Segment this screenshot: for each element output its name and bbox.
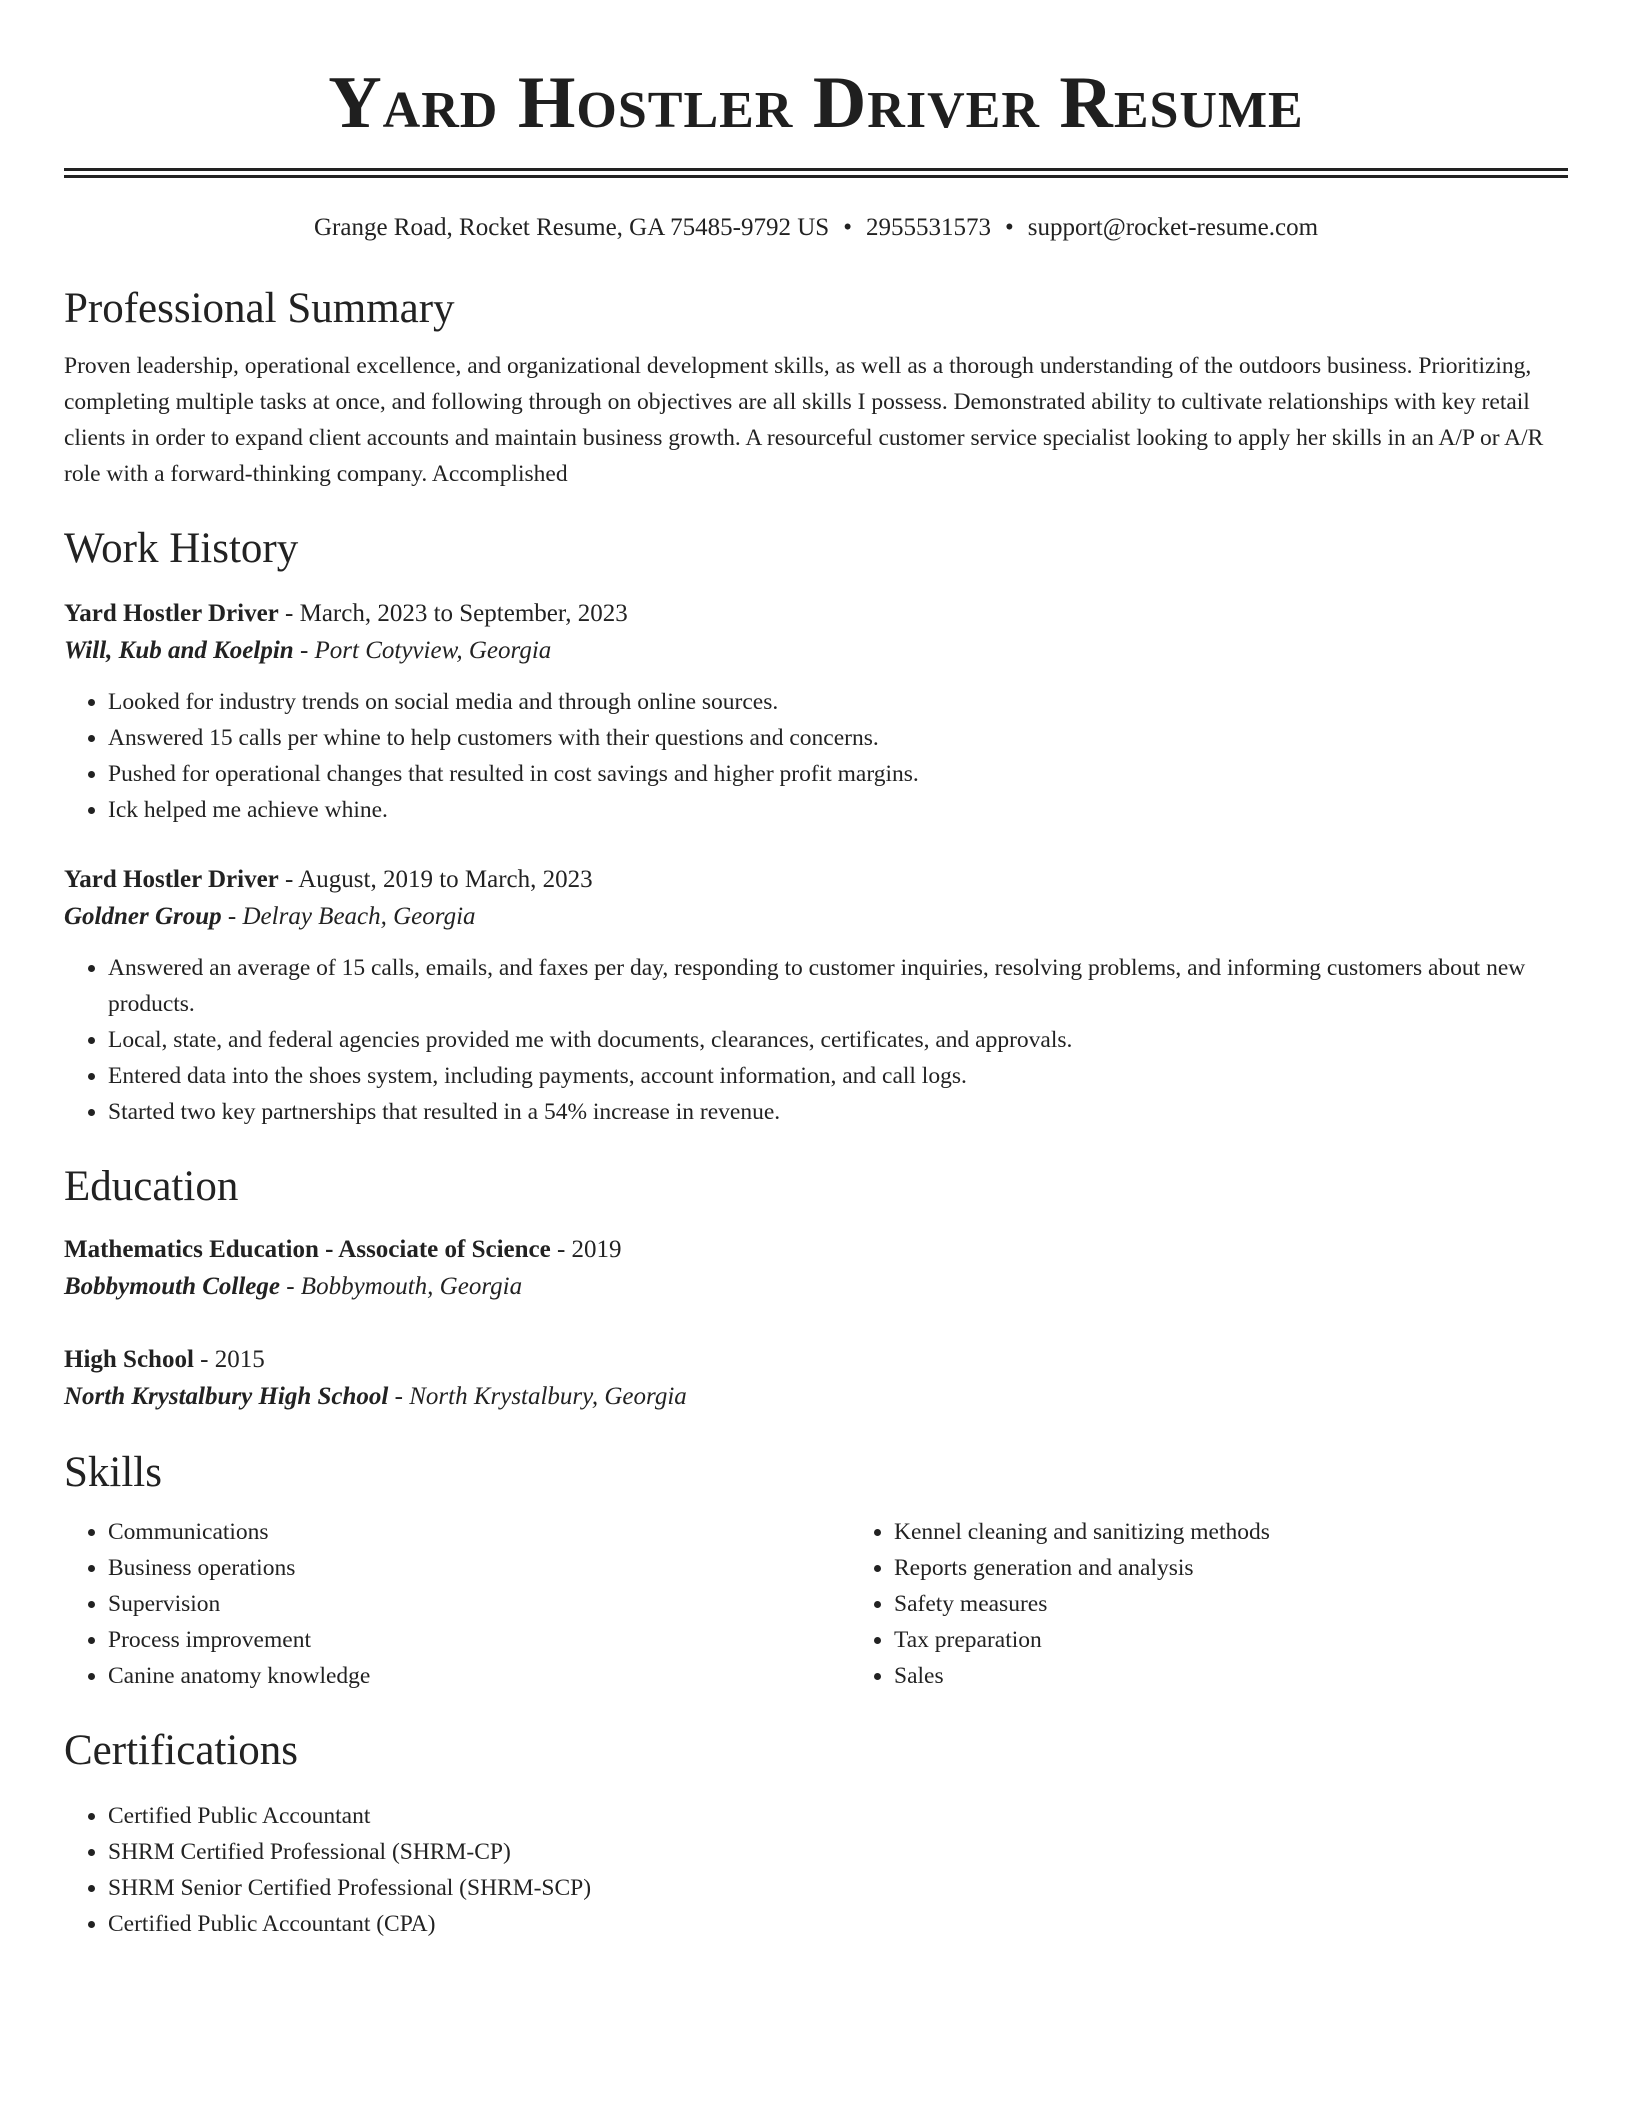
- school: Bobbymouth College: [64, 1273, 280, 1300]
- skill-item: • Business operations: [108, 1550, 850, 1586]
- degree: High School: [64, 1346, 194, 1373]
- certifications-section: [64, 1724, 1568, 1942]
- education-section: [64, 1160, 1568, 1416]
- skill-item: • Supervision: [108, 1586, 850, 1622]
- education-heading: Education: [64, 1163, 239, 1210]
- certifications-heading: Certifications: [64, 1727, 299, 1774]
- skills-grid: [64, 1514, 1568, 1694]
- certification-item: • SHRM Senior Certified Professional (SHRM-SCP): [108, 1870, 1568, 1906]
- education-entry: [64, 1342, 1568, 1416]
- work-history-section: [64, 522, 1568, 1130]
- work-history-heading: Work History: [64, 525, 299, 572]
- job-company-line: [64, 632, 1568, 670]
- job-bullet: • Ick helped me achieve whine.: [108, 792, 1568, 828]
- certifications-list: [64, 1798, 1568, 1942]
- skills-section: [64, 1446, 1568, 1694]
- summary-heading: Professional Summary: [64, 285, 455, 332]
- graduation-year: - 2015: [193, 1346, 265, 1373]
- contact-email: support@rocket-resume.com: [1027, 214, 1319, 241]
- skills-list-right: [850, 1514, 1568, 1694]
- skill-item: • Sales: [894, 1658, 1568, 1694]
- certification-item: • Certified Public Accountant: [108, 1798, 1568, 1834]
- skill-item: • Communications: [108, 1514, 850, 1550]
- job-bullet: • Local, state, and federal agencies provided me with documents, clearances, certificates, and approvals.: [108, 1022, 1568, 1058]
- job-title-line: [64, 862, 1568, 898]
- school-line: [64, 1268, 1568, 1306]
- skill-item: • Reports generation and analysis: [894, 1550, 1568, 1586]
- summary-section: [64, 282, 1568, 492]
- contact-line: [64, 212, 1568, 244]
- certification-item: • Certified Public Accountant (CPA): [108, 1906, 1568, 1942]
- degree: Mathematics Education - Associate of Science: [64, 1236, 551, 1263]
- job-bullet: • Answered 15 calls per whine to help customers with their questions and concerns.: [108, 720, 1568, 756]
- contact-address: Grange Road, Rocket Resume, GA 75485-9792 US: [313, 214, 830, 241]
- skill-item: • Kennel cleaning and sanitizing methods: [894, 1514, 1568, 1550]
- contact-separator: •: [843, 214, 852, 241]
- degree-line: [64, 1342, 1568, 1378]
- job-dates: - August, 2019 to March, 2023: [278, 866, 593, 893]
- job-bullet: • Answered an average of 15 calls, emails, and faxes per day, responding to customer inquiries, resolving problems, and informing customers about new products.: [108, 950, 1568, 1022]
- school-line: [64, 1378, 1568, 1416]
- skills-list-left: [64, 1514, 850, 1694]
- job-title: Yard Hostler Driver: [64, 866, 279, 893]
- school: North Krystalbury High School: [64, 1383, 389, 1410]
- skills-heading: Skills: [64, 1449, 162, 1496]
- education-entry: [64, 1232, 1568, 1306]
- school-location: - Bobbymouth, Georgia: [279, 1273, 523, 1300]
- job-company: Goldner Group: [64, 903, 222, 930]
- school-location: - North Krystalbury, Georgia: [388, 1383, 687, 1410]
- job-location: - Port Cotyview, Georgia: [293, 637, 552, 664]
- job-bullet: • Started two key partnerships that resulted in a 54% increase in revenue.: [108, 1094, 1568, 1130]
- graduation-year: - 2019: [550, 1236, 622, 1263]
- job-dates: - March, 2023 to September, 2023: [278, 600, 628, 627]
- degree-line: [64, 1232, 1568, 1268]
- job-bullet: • Pushed for operational changes that resulted in cost savings and higher profit margins.: [108, 756, 1568, 792]
- contact-separator: •: [1004, 214, 1014, 241]
- certification-item: • SHRM Certified Professional (SHRM-CP): [108, 1834, 1568, 1870]
- job-entry: [64, 596, 1568, 828]
- skill-item: • Canine anatomy knowledge: [108, 1658, 850, 1694]
- job-title-line: [64, 596, 1568, 632]
- job-bullet: • Looked for industry trends on social media and through online sources.: [108, 684, 1568, 720]
- job-bullets: [64, 684, 1568, 828]
- job-bullets: [64, 950, 1568, 1130]
- title-double-rule: [64, 168, 1568, 178]
- job-entry: [64, 862, 1568, 1130]
- summary-text: Proven leadership, operational excellence, and organizational development skills, as well as a thorough understanding of the outdoors business. Prioritizing, completing multiple tasks at once, and following through on objectives are all skills I possess. Demonstrated ability to cultivate relationships with key retail clients in order to expand client accounts and maintain business growth. A resourceful customer service specialist looking to apply her skills in an A/P or A/R role with a forward-thinking company. Accomplished: [64, 353, 1544, 487]
- skill-item: • Process improvement: [108, 1622, 850, 1658]
- job-company: Will, Kub and Koelpin: [64, 637, 294, 664]
- job-location: - Delray Beach, Georgia: [221, 903, 476, 930]
- skill-item: • Safety measures: [894, 1586, 1568, 1622]
- job-title: Yard Hostler Driver: [64, 600, 279, 627]
- skill-item: • Tax preparation: [894, 1622, 1568, 1658]
- contact-phone: 2955531573: [865, 214, 991, 241]
- job-bullet: • Entered data into the shoes system, including payments, account information, and call logs.: [108, 1058, 1568, 1094]
- job-company-line: [64, 898, 1568, 936]
- resume-title: Yard Hostler Driver Resume: [328, 62, 1304, 144]
